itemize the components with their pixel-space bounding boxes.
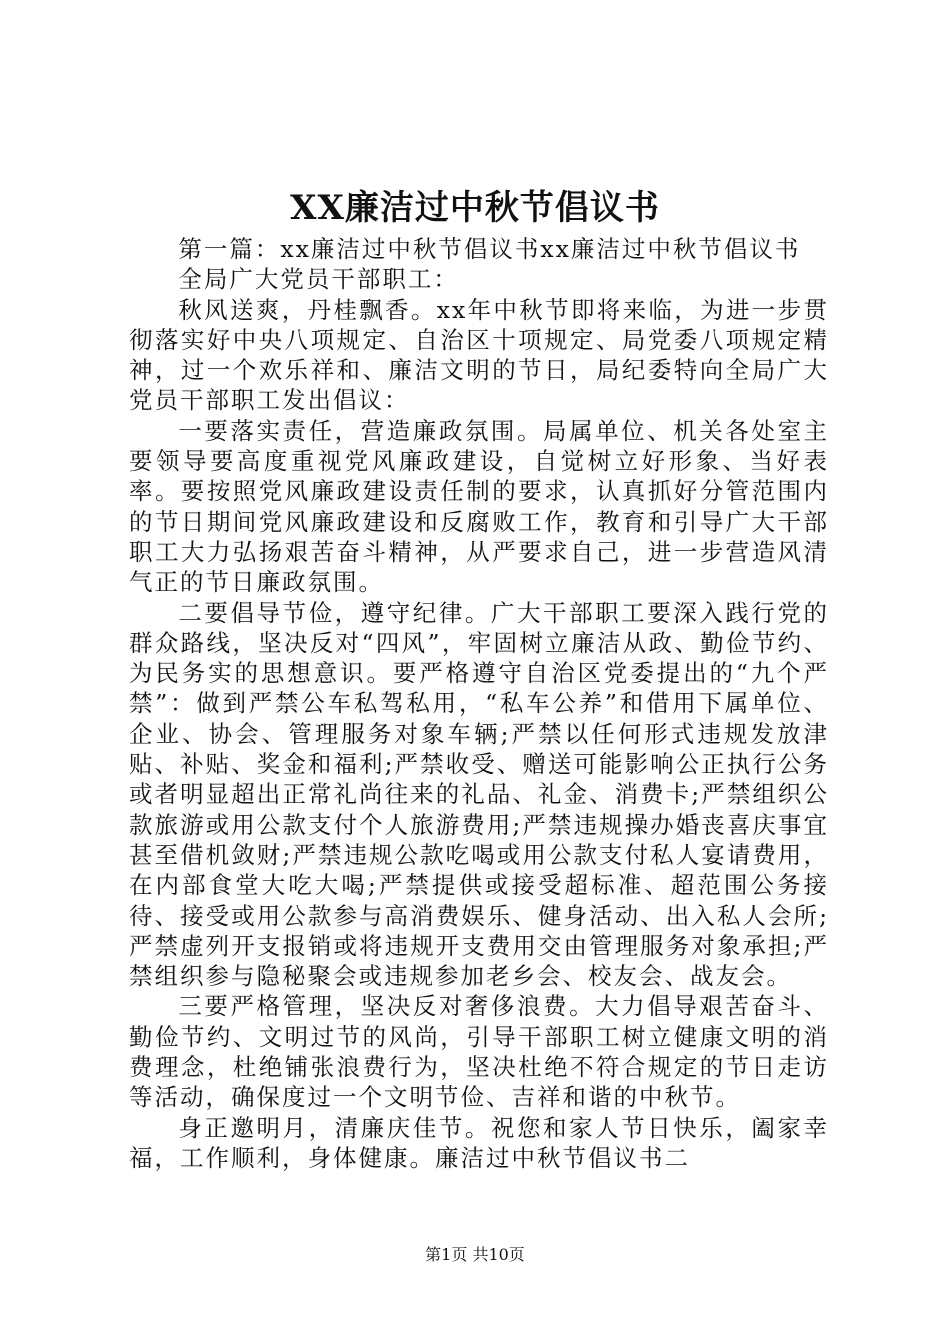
paragraph-intro: 秋风送爽，丹桂飘香。xx年中秋节即将来临，为进一步贯彻落实好中央八项规定、自治区十项规定、局党委八项规定精神，过一个欢乐祥和、廉洁文明的节日，局纪委特向全局广大党员干部职工发出倡议： (129, 295, 829, 415)
paragraph-point-three: 三要严格管理，坚决反对奢侈浪费。大力倡导艰苦奋斗、勤俭节约、文明过节的风尚，引导干部职工树立健康文明的消费理念，杜绝铺张浪费行为，坚决杜绝不符合规定的节日走访等活动，确保度过一个文明节俭、吉祥和谐的中秋节。 (129, 992, 829, 1112)
paragraph-salutation: 全局广大党员干部职工： (178, 265, 459, 294)
paragraph-heading: 第一篇：xx廉洁过中秋节倡议书xx廉洁过中秋节倡议书 (178, 235, 801, 263)
paragraph-point-one: 一要落实责任，营造廉政氛围。局属单位、机关各处室主要领导要高度重视党风廉政建设，自觉树立好形象、当好表率。要按照党风廉政建设责任制的要求，认真抓好分管范围内的节日期间党风廉政建设和反腐败工作，教育和引导广大干部职工大力弘扬艰苦奋斗精神，从严要求自己，进一步营造风清气正的节日廉政氛围。 (129, 416, 829, 597)
page-number-footer: 第1页 共10页 (425, 1245, 525, 1264)
document-body (129, 234, 829, 1173)
document-title: XX廉洁过中秋节倡议书 (290, 188, 660, 228)
paragraph-point-two: 二要倡导节俭，遵守纪律。广大干部职工要深入践行党的群众路线，坚决反对“四风”，牢固树立廉洁从政、勤俭节约、为民务实的思想意识。要严格遵守自治区党委提出的“九个严禁”：做到严禁公车私驾私用，“私车公养”和借用下属单位、企业、协会、管理服务对象车辆;严禁以任何形式违规发放津贴、补贴、奖金和福利;严禁收受、赠送可能影响公正执行公务或者明显超出正常礼尚往来的礼品、礼金、消费卡;严禁组织公款旅游或用公款支付个人旅游费用;严禁违规操办婚丧喜庆事宜甚至借机敛财;严禁违规公款吃喝或用公款支付私人宴请费用，在内部食堂大吃大喝;严禁提供或接受超标准、超范围公务接待、接受或用公款参与高消费娱乐、健身活动、出入私人会所;严禁虚列开支报销或将违规开支费用交由管理服务对象承担;严禁组织参与隐秘聚会或违规参加老乡会、校友会、战友会。 (129, 598, 829, 991)
paragraph-closing: 身正邀明月，清廉庆佳节。祝您和家人节日快乐，阖家幸福，工作顺利，身体健康。廉洁过中秋节倡议书二 (129, 1113, 829, 1172)
